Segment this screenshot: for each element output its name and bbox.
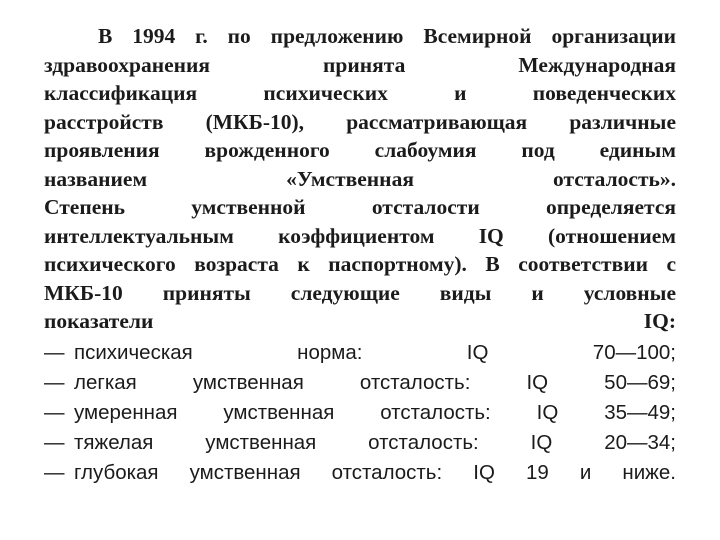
paragraph-line: Степень умственной отсталости определяется bbox=[44, 195, 676, 219]
paragraph-line: классификация психических и поведенческих bbox=[44, 81, 676, 105]
iq-list bbox=[44, 338, 676, 488]
list-item bbox=[44, 368, 676, 398]
paragraph-line: названием «Умственная отсталость». bbox=[44, 166, 676, 191]
paragraph-line: психического возраста к паспортному). В соответствии с bbox=[44, 252, 676, 276]
main-paragraph bbox=[44, 22, 676, 336]
list-item-text: глубокая умственная отсталость: IQ 19 и ниже. bbox=[74, 461, 676, 484]
paragraph-line: В 1994 г. по предложению Всемирной организации bbox=[98, 24, 676, 48]
list-dash: — bbox=[44, 461, 65, 484]
list-dash: — bbox=[44, 341, 65, 364]
list-item-text: легкая умственная отсталость: IQ 50—69; bbox=[74, 371, 676, 394]
paragraph-line: МКБ-10 приняты следующие виды и условные bbox=[44, 280, 676, 305]
paragraph-line: проявления врожденного слабоумия под единым bbox=[44, 138, 676, 162]
list-item-text: психическая норма: IQ 70—100; bbox=[74, 341, 676, 364]
paragraph-line: расстройств (МКБ-10), рассматривающая различные bbox=[44, 109, 676, 134]
list-item-text: тяжелая умственная отсталость: IQ 20—34; bbox=[74, 431, 676, 454]
paragraph-line: показатели IQ: bbox=[44, 309, 676, 333]
list-dash: — bbox=[44, 401, 65, 424]
list-item bbox=[44, 458, 676, 488]
list-item bbox=[44, 398, 676, 428]
list-dash: — bbox=[44, 371, 65, 394]
paragraph-line: интеллектуальным коэффициентом IQ (отношением bbox=[44, 223, 676, 248]
list-dash: — bbox=[44, 431, 65, 454]
paragraph-line: здравоохранения принята Международная bbox=[44, 52, 676, 77]
list-item-text: умеренная умственная отсталость: IQ 35—49; bbox=[74, 401, 676, 424]
list-item bbox=[44, 428, 676, 458]
list-item bbox=[44, 338, 676, 368]
